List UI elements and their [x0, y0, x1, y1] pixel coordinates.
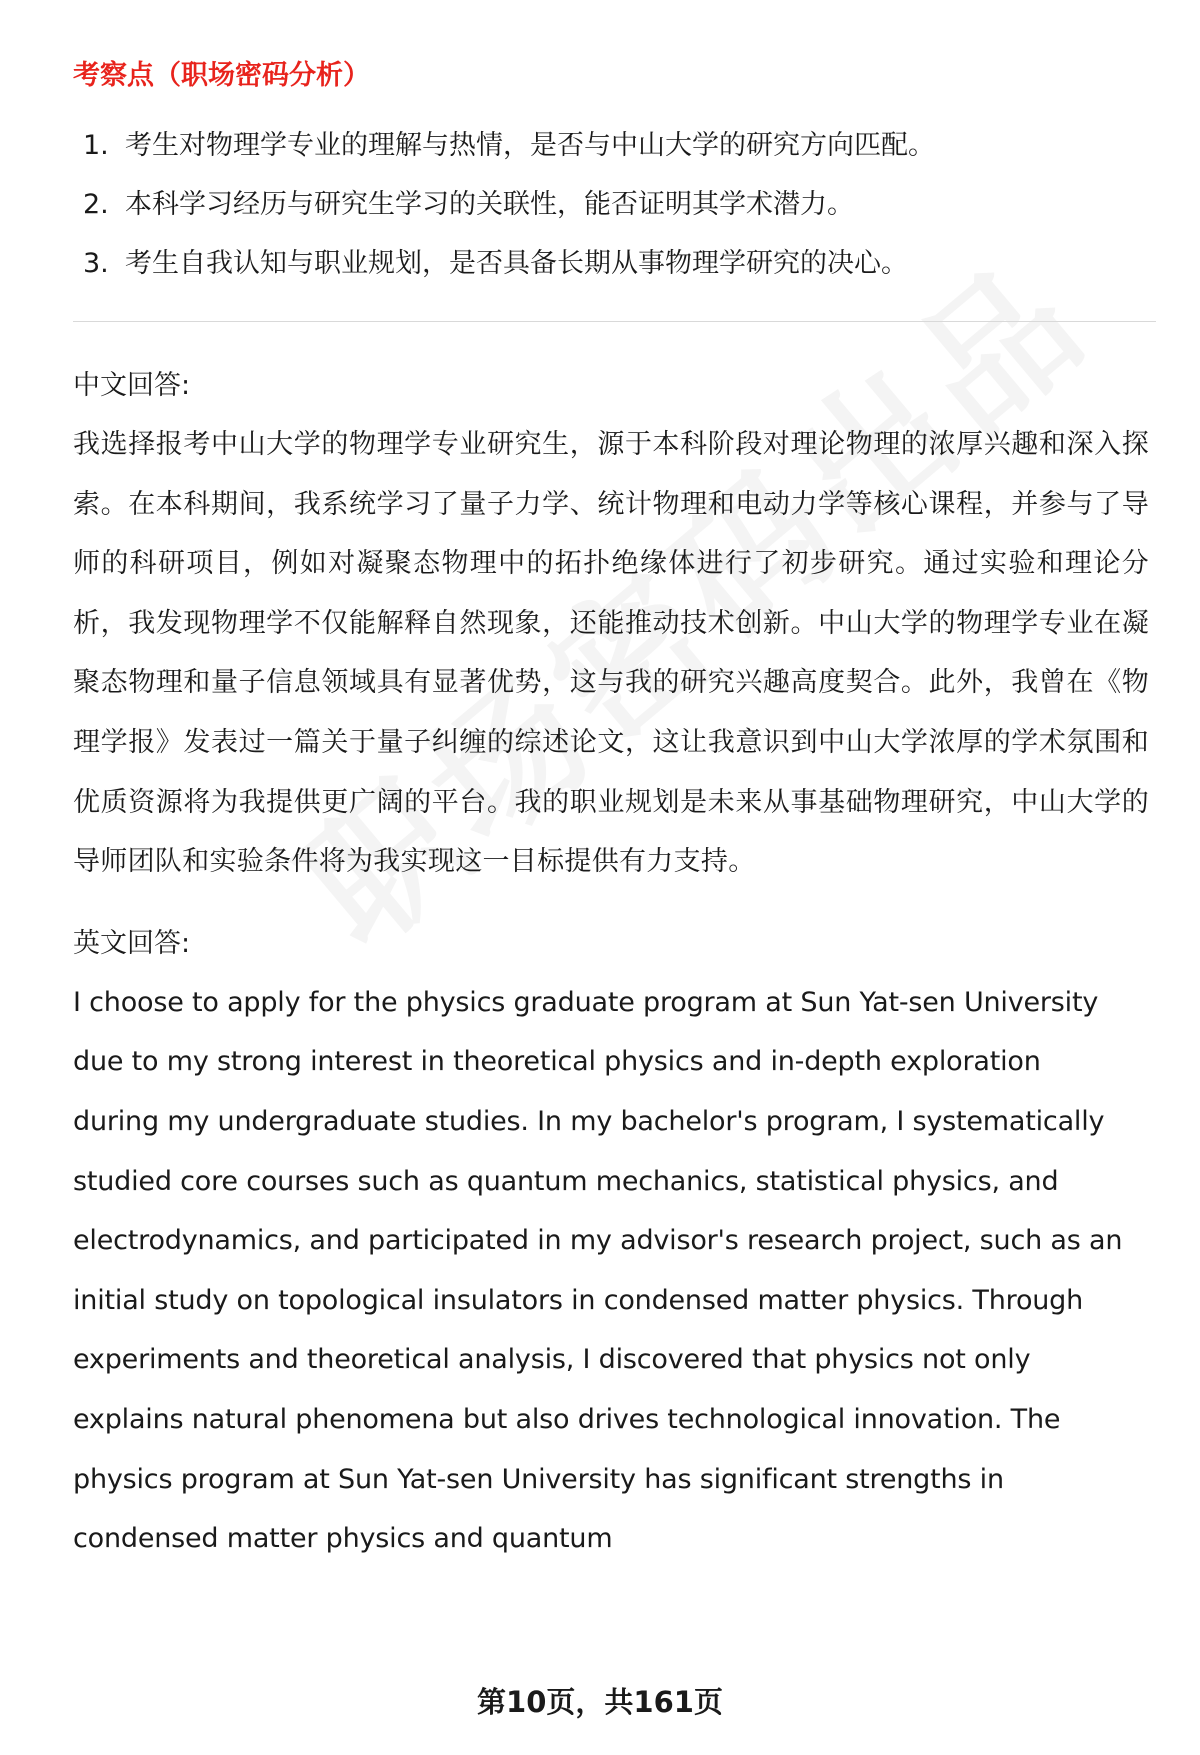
section-divider: [73, 321, 1156, 322]
chinese-answer-text: 我选择报考中山大学的物理学专业研究生，源于本科阶段对理论物理的浓厚兴趣和深入探索。在本科期间，我系统学习了量子力学、统计物理和电动力学等核心课程，并参与了导师的科研项目，例如对凝聚态物理中的拓扑绝缘体进行了初步研究。通过实验和理论分析，我发现物理学不仅能解释自然现象，还能推动技术创新。中山大学的物理学专业在凝聚态物理和量子信息领域具有显著优势，这与我的研究兴趣高度契合。此外，我曾在《物理学报》发表过一篇关于量子纠缠的综述论文，这让我意识到中山大学浓厚的学术氛围和优质资源将为我提供更广阔的平台。我的职业规划是未来从事基础物理研究，中山大学的导师团队和实验条件将为我实现这一目标提供有力支持。: [73, 429, 1149, 878]
list-item-number: 1.: [83, 130, 109, 161]
list-item-text: 考生自我认知与职业规划，是否具备长期从事物理学研究的决心。: [125, 248, 908, 279]
list-item-text: 本科学习经历与研究生学习的关联性，能否证明其学术潜力。: [125, 189, 854, 220]
list-item-text: 考生对物理学专业的理解与热情，是否与中山大学的研究方向匹配。: [125, 130, 935, 161]
list-item: [83, 175, 1153, 234]
list-item: [83, 116, 1153, 175]
list-item-number: 2.: [83, 189, 109, 220]
document-page: [73, 56, 1153, 1569]
spacer: [73, 892, 1153, 914]
list-item-number: 3.: [83, 248, 109, 279]
assessment-points-list: [73, 116, 1153, 293]
chinese-answer-label: 中文回答:: [73, 370, 191, 401]
section-title: 考察点（职场密码分析）: [73, 60, 370, 91]
english-answer-label: 英文回答:: [73, 927, 191, 959]
page-number-footer: 第10页，共161页: [477, 1685, 723, 1719]
english-answer-text: I choose to apply for the physics graduate program at Sun Yat-sen University due to my strong interest in theoretical physics and in-depth exploration during my undergraduate studies. In my bachelor's program, I systematically studied core courses such as quantum mechanics, statistical physics, and electrodynamics, and participated in my advisor's research project, such as an initial study on topological insulators in condensed matter physics. Through experiments and theoretical analysis, I discovered that physics not only explains natural phenomena but also drives technological innovation. The physics program at Sun Yat-sen University has significant strengths in condensed matter physics and quantum: [73, 986, 1123, 1555]
list-item: [83, 234, 1153, 293]
